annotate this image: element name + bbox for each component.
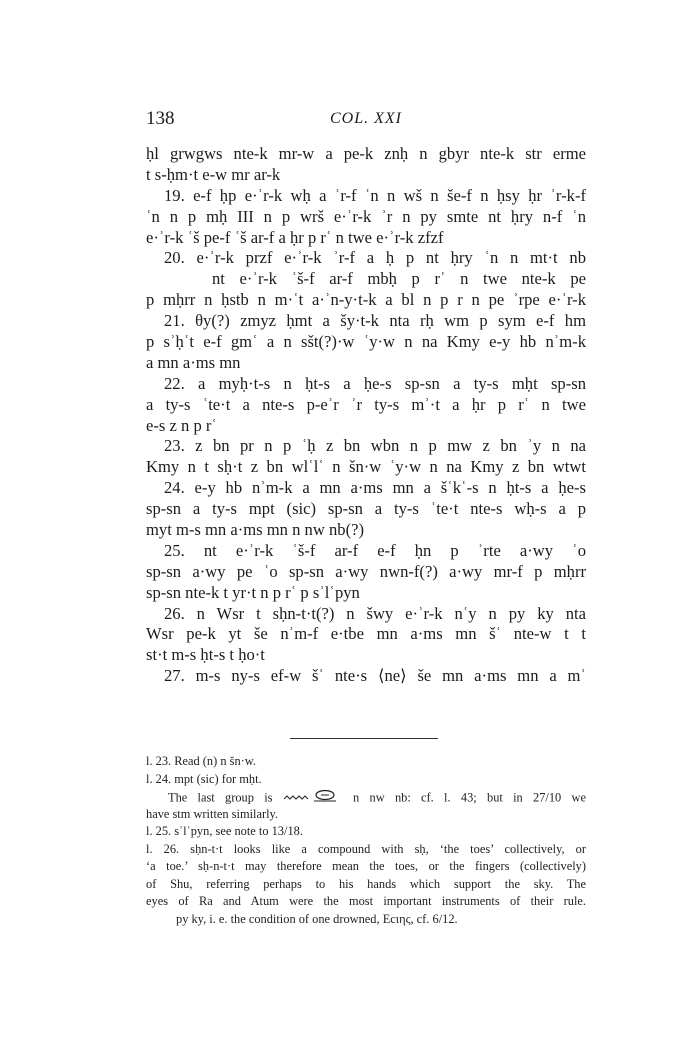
footnote-stm: have stm written similarly. [146, 806, 279, 821]
text-line: sp-sn a ty-s mpt (sic) sp-sn a ty-s ʿte·t nte-s wḥ-s a p [146, 499, 586, 519]
text-line: sp-sn nte-k t yr·t n p rʿ p sʾlʿpyn [146, 582, 360, 602]
footnote-rule [290, 738, 438, 739]
text-line: 24. e-y hb nʾm-k a mn a·ms mn a šʿkʿ-s n ḥt-s a ḥe-s [164, 478, 586, 498]
footnotes [146, 753, 586, 928]
footnote-line-26-cont-2: of Shu, referring perhaps to his hands which support the sky. The [146, 876, 586, 891]
footnote-line-26-cont-1: ‘a toe.’ sḥ-n-t·t may therefore mean the toes, or the fingers (collectively) [146, 859, 586, 873]
text-line: 19. e-f ḥp e·ʾr-k wḥ a ʾr-f ʿn n wš n še-f n ḥsy ḥr ʾr-k-f [164, 185, 586, 205]
transliteration-text [146, 144, 586, 687]
text-line: st·t m-s ḥt-s t ḥo·t [146, 645, 265, 665]
text-line: 27. m-s ny-s ef-w šʿ nte·s ⟨ne⟩ še mn a·ms mn a mʿ [164, 666, 586, 686]
footnote-last-group-suffix: n nw nb: cf. l. 43; but in 27/10 we [353, 790, 586, 805]
running-head: COL. XXI [330, 110, 402, 127]
text-line: 25. nt e·ʾr-k ʿš-f ar-f e-f ḥn p ʾrte a·wy ʿo [164, 540, 586, 560]
footnote-line-25: l. 25. sʾlʿpyn, see note to 13/18. [146, 824, 303, 838]
text-line: e·ʾr-k ʿš pe-f ʿš ar-f a ḥr p rʿ n twe e·ʾr-k zfzf [146, 227, 444, 247]
text-line: ḥl grwgws nte-k mr-w a pe-k znḥ n gbyr nte-k str erme [146, 144, 586, 163]
water-sign-hieroglyph-icon [283, 788, 343, 806]
text-line: 23. z bn pr n p ʿḥ z bn wbn n p mw z bn ʾy n na [164, 436, 586, 456]
footnote-line-26-cont-3: eyes of Ra and Atum were the most important instruments of their rule. [146, 894, 586, 908]
text-line: a mn a·ms mn [146, 352, 241, 372]
text-line: sp-sn a·wy pe ʿo sp-sn a·wy nwn-f(?) a·wy mr-f p mḥrr [146, 561, 586, 581]
text-line: 20. e·ʾr-k przf e·ʾr-k ʾr-f a ḥ p nt ḥry ʿn n mt·t nb [164, 248, 586, 268]
footnote-last-group [146, 788, 586, 806]
text-line: ʿn n p mḥ III n p wrš e·ʾr-k ʾr n py smte nt ḥry n-f ʿn [146, 206, 586, 226]
text-line: Wsr pe-k yt še nʾm-f e·tbe mn a·ms mn šʿ nte-w t t [146, 624, 586, 644]
footnote-line-26: l. 26. sḥn-t·t looks like a compound with sḥ, ‘the toes’ collectively, or [146, 841, 586, 856]
page-number: 138 [146, 108, 175, 129]
page-header [146, 108, 586, 136]
text-line: p sʾḥʿt e-f gmʿ a n sšt(?)·w ʿy·w n na Kmy e-y hb nʾm-k [146, 332, 586, 352]
footnote-last-group-prefix: The last group is [168, 790, 273, 805]
footnote-line-24: l. 24. mpt (sic) for mḥt. [146, 771, 262, 786]
text-line: e-s z n p rʿ [146, 415, 217, 435]
text-line: t s-ḥm·t e-w mr ar-k [146, 164, 281, 184]
text-line: p mḥrr n ḥstb n m·ʿt a·ʾn-y·t-k a bl n p r n pe ʾrpe e·ʾr-k [146, 290, 586, 310]
text-line: myt m-s mn a·ms mn n nw nb(?) [146, 520, 364, 540]
footnote-py-ky: py ky, i. e. the condition of one drowned, Ecιης, cf. 6/12. [176, 911, 458, 926]
text-line: 22. a myḥ·t-s n ḥt-s a ḥe-s sp-sn a ty-s mḥt sp-sn [164, 373, 586, 393]
text-line: 21. θy(?) zmyz ḥmt a šy·t-k nta rḥ wm p sym e-f hm [164, 311, 586, 331]
text-line: 26. n Wsr t sḥn-t·t(?) n šwy e·ʾr-k nʿy n py ky nta [164, 603, 586, 623]
footnote-line-23: l. 23. Read (n) n šn·w. [146, 754, 257, 768]
text-line: Kmy n t sḥ·t z bn wlʿlʿ n šn·w ʿy·w n na Kmy z bn wtwt [146, 457, 586, 477]
text-line: nt e·ʾr-k ʿš-f ar-f mbḥ p rʿ n twe nte-k pe [212, 269, 586, 289]
text-line: a ty-s ʿte·t a nte-s p-eʾr ʾr ty-s mʾ·t a ḥr p rʿ n twe [146, 394, 586, 414]
